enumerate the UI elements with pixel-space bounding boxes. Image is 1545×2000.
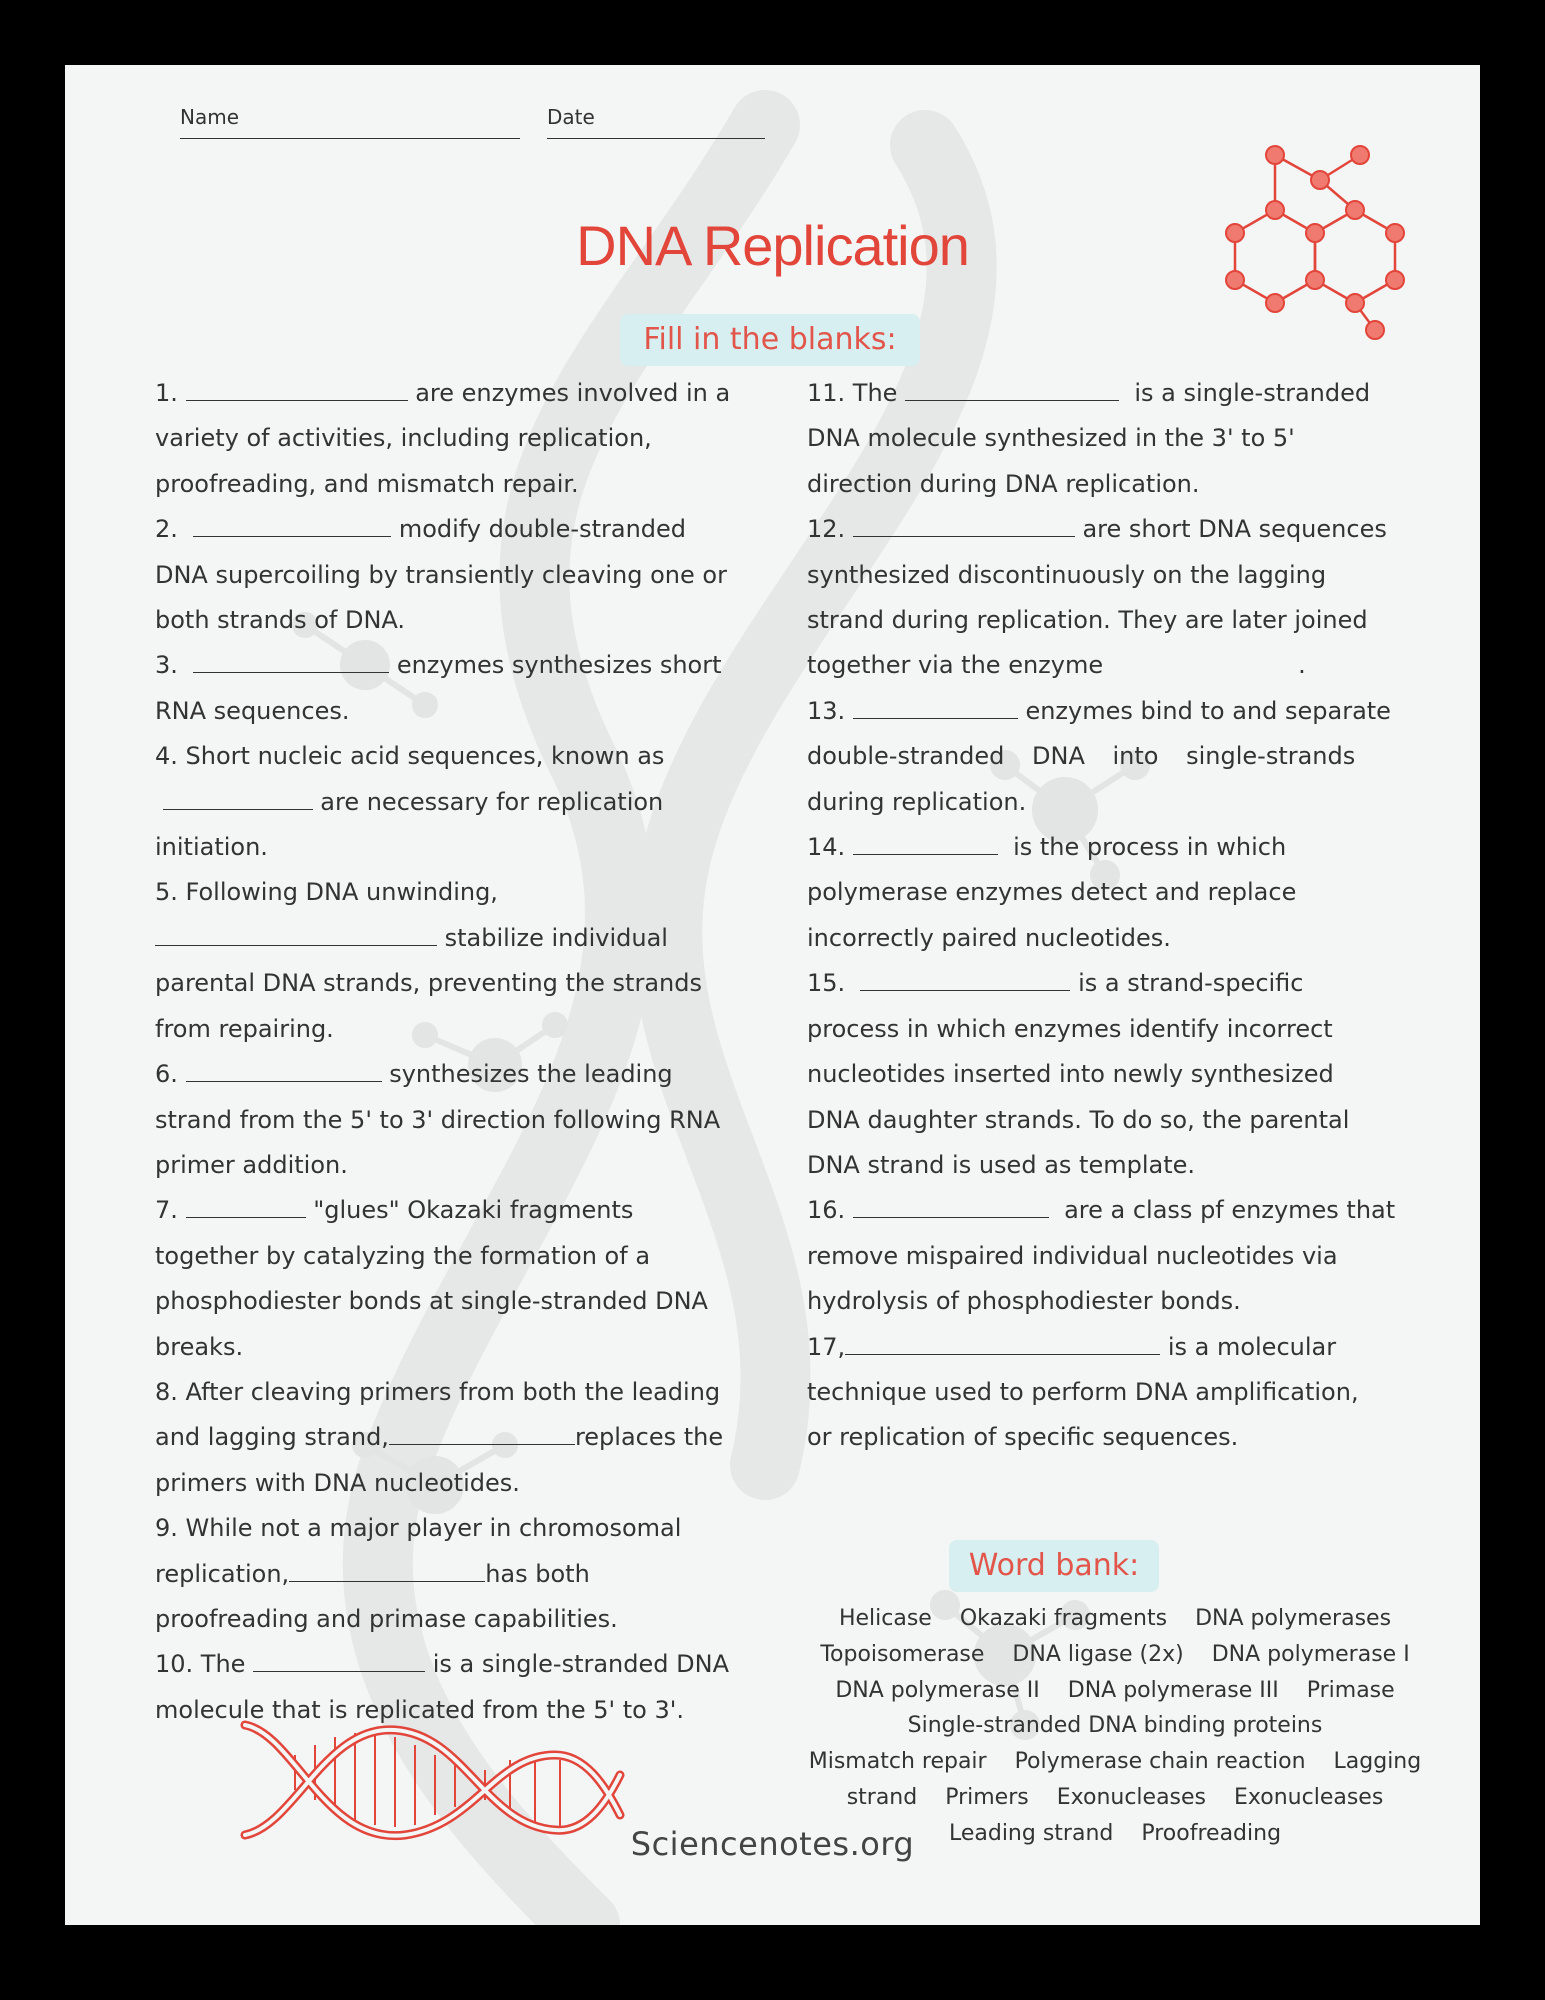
word-bank-item: Helicase (838, 1606, 932, 1631)
word-bank-item: Single-stranded DNA binding proteins (907, 1713, 1323, 1739)
q12-blank[interactable] (853, 514, 1075, 537)
word-bank-item: Exonucleases (1056, 1784, 1207, 1810)
word-bank-row (765, 1601, 1465, 1637)
word-bank-item: strand (846, 1784, 918, 1810)
word-bank-item: DNA polymerase I (1211, 1641, 1410, 1667)
q1-line: proofreading, and mismatch repair. (155, 469, 579, 498)
q2-line: 2. modify double-stranded (155, 515, 687, 544)
word-bank-item: Exonucleases (1234, 1784, 1384, 1810)
date-field[interactable] (547, 105, 765, 129)
word-bank-label: Word bank: (949, 1540, 1159, 1592)
footer-site[interactable]: Sciencenotes.org (630, 1825, 915, 1863)
q1-line: 1. are enzymes involved in a (155, 379, 731, 407)
q17-line: or replication of specific sequences. (807, 1423, 1239, 1452)
word-bank-item: Okazaki fragments (959, 1606, 1168, 1631)
q2-line: DNA supercoiling by transiently cleaving one or (155, 560, 727, 589)
q15-blank[interactable] (860, 968, 1070, 991)
q7-line: 7. "glues" Okazaki fragments (155, 1196, 634, 1225)
q6-line: strand from the 5' to 3' direction following RNA (155, 1105, 721, 1134)
word-bank (765, 1601, 1465, 1852)
q7-line: breaks. (155, 1332, 244, 1361)
q12-line: synthesized discontinuously on the lagging (807, 560, 1327, 589)
q7-blank[interactable] (186, 1195, 306, 1218)
q3-line: RNA sequences. (155, 696, 350, 725)
q11-line: direction during DNA replication. (807, 469, 1200, 498)
q14-line: polymerase enzymes detect and replace (807, 878, 1297, 907)
q5-line: from repairing. (155, 1014, 334, 1043)
q7-line: phosphodiester bonds at single-stranded DNA (155, 1287, 708, 1316)
q2-blank[interactable] (193, 514, 391, 537)
word-bank-item: Topoisomerase (820, 1641, 985, 1667)
section-label: Fill in the blanks: (620, 314, 920, 366)
q8-line: 8. After cleaving primers from both the leading (155, 1377, 721, 1406)
page-title: DNA Replication (576, 214, 969, 277)
q10-line: 10. The is a single-stranded DNA (155, 1650, 729, 1679)
q13-blank[interactable] (853, 696, 1018, 719)
q14-line: incorrectly paired nucleotides. (807, 923, 1171, 952)
word-bank-item: Mismatch repair (808, 1749, 987, 1775)
q8-line: primers with DNA nucleotides. (155, 1468, 520, 1497)
q15-line: nucleotides inserted into newly synthesized (807, 1060, 1334, 1089)
q6-line: 6. synthesizes the leading (155, 1060, 673, 1089)
q15-line: process in which enzymes identify incorrect (807, 1014, 1333, 1043)
q10-line: molecule that is replicated from the 5' to 3'. (155, 1695, 684, 1724)
q15-line: DNA strand is used as template. (807, 1150, 1195, 1179)
q12-line: strand during replication. They are later joined (807, 606, 1368, 635)
word-bank-item: DNA ligase (2x) (1012, 1641, 1184, 1667)
left-column (155, 371, 765, 1733)
word-bank-row (765, 1708, 1465, 1744)
right-column (807, 371, 1412, 1461)
q17-line: technique used to perform DNA amplification, (807, 1377, 1359, 1406)
q9-line: proofreading and primase capabilities. (155, 1604, 618, 1633)
word-bank-row (765, 1637, 1465, 1673)
q5-line: parental DNA strands, preventing the strands (155, 969, 702, 998)
name-field[interactable] (180, 105, 520, 129)
name-label: Name (180, 105, 240, 129)
q5-line: stabilize individual (155, 916, 765, 961)
q9-blank[interactable] (289, 1559, 485, 1582)
q4-line: are necessary for replication (155, 780, 765, 825)
q16-line: remove mispaired individual nucleotides via (807, 1241, 1338, 1270)
word-bank-item: Primase (1306, 1677, 1395, 1703)
q12-line: together via the enzyme . (807, 651, 1306, 680)
q16-blank[interactable] (853, 1195, 1049, 1218)
word-bank-item: Leading strand (948, 1820, 1114, 1846)
q11-blank[interactable] (905, 378, 1119, 401)
date-label: Date (547, 105, 595, 129)
q17-line: 17, is a molecular (807, 1332, 1337, 1361)
q9-line: replication, has both (155, 1559, 590, 1588)
q13-line: 13. enzymes bind to and separate (807, 696, 1391, 725)
word-bank-item: Proofreading (1141, 1820, 1282, 1846)
q12-line: 12. are short DNA sequences (807, 515, 1387, 544)
q7-line: together by catalyzing the formation of a (155, 1241, 651, 1270)
word-bank-item: Lagging (1333, 1749, 1422, 1775)
q13-line: double-stranded DNA into single-strands (807, 742, 1356, 771)
word-bank-item: DNA polymerase II (835, 1677, 1040, 1703)
word-bank-item: DNA polymerase III (1067, 1677, 1279, 1703)
q4-line: 4. Short nucleic acid sequences, known as (155, 742, 665, 771)
q9-line: 9. While not a major player in chromosomal (155, 1514, 682, 1543)
q6-blank[interactable] (186, 1059, 382, 1082)
q3-blank[interactable] (193, 650, 389, 673)
q1-line: variety of activities, including replication, (155, 424, 652, 453)
word-bank-item: DNA polymerases (1195, 1606, 1392, 1631)
q8-line: and lagging strand, replaces the (155, 1423, 724, 1452)
q6-line: primer addition. (155, 1150, 348, 1179)
q11-line: 11. The is a single-stranded (807, 379, 1371, 407)
word-bank-item: Polymerase chain reaction (1014, 1749, 1306, 1775)
q11-line: DNA molecule synthesized in the 3' to 5' (807, 424, 1295, 453)
date-line (547, 138, 765, 139)
q1-blank[interactable] (186, 378, 408, 401)
q15-line: DNA daughter strands. To do so, the parental (807, 1105, 1350, 1134)
q8-blank[interactable] (389, 1422, 575, 1445)
q14-line: 14. is the process in which (807, 833, 1287, 862)
word-bank-item: Primers (945, 1784, 1029, 1810)
q10-blank[interactable] (253, 1649, 425, 1672)
q5-line: 5. Following DNA unwinding, (155, 878, 498, 907)
word-bank-row (765, 1780, 1465, 1816)
q3-line: 3. enzymes synthesizes short (155, 651, 722, 680)
word-bank-row (765, 1673, 1465, 1709)
q13-line: during replication. (807, 787, 1027, 816)
q2-line: both strands of DNA. (155, 606, 406, 635)
q17-blank[interactable] (845, 1332, 1160, 1355)
word-bank-row (765, 1744, 1465, 1780)
q5-blank[interactable] (155, 923, 437, 946)
worksheet-page (65, 65, 1480, 1925)
q16-line: 16. are a class pf enzymes that (807, 1196, 1396, 1225)
q16-line: hydrolysis of phosphodiester bonds. (807, 1287, 1241, 1316)
q4-line: initiation. (155, 833, 268, 862)
q15-line: 15. is a strand-specific (807, 969, 1304, 998)
q4-blank[interactable] (163, 787, 313, 810)
name-line (180, 138, 520, 139)
q14-blank[interactable] (853, 832, 998, 855)
